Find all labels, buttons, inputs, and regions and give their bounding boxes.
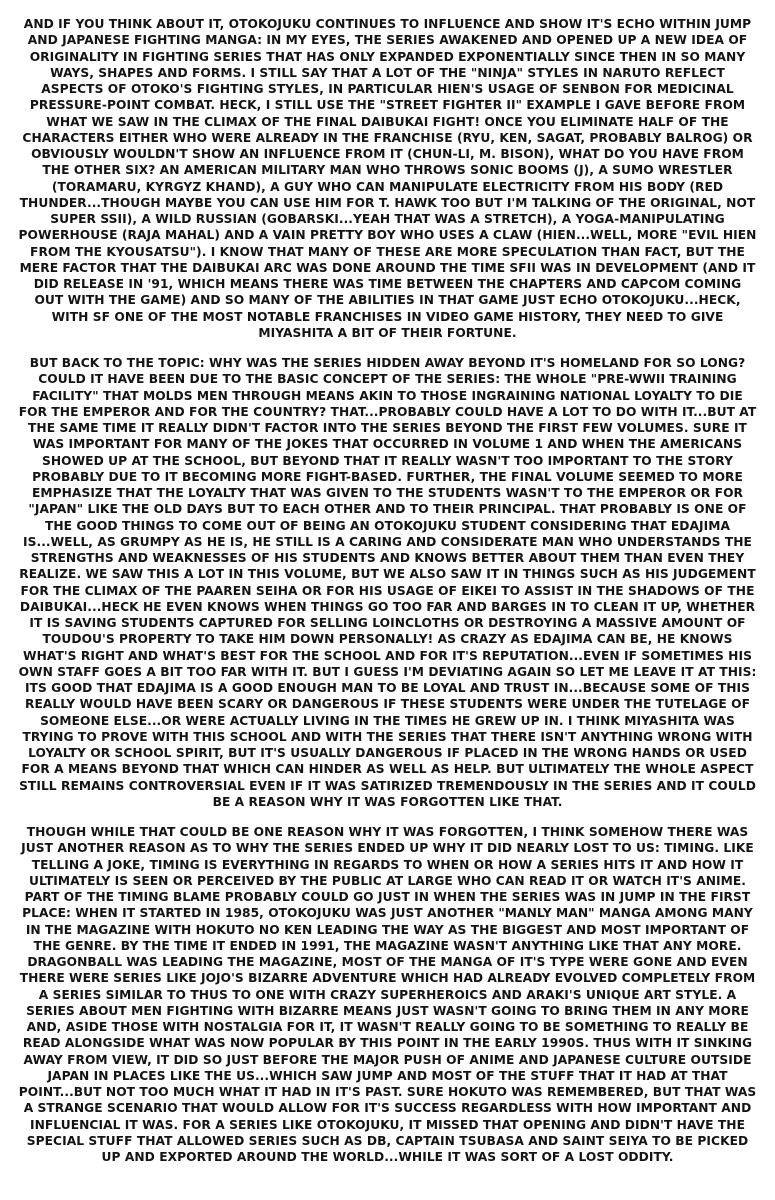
paragraph-otokojuku-influence: AND IF YOU THINK ABOUT IT, OTOKOJUKU CONTINUES TO INFLUENCE AND SHOW IT'S ECHO WITHIN JUMP AND JAPANESE FIGHTING MANGA: IN MY EYES, THE SERIES AWAKENED AND OPENED UP A NEW IDEA OF ORIGINALITY IN FIGHTING SERIES THAT HAS ONLY EXPANDED EXPONENTIALLY SINCE THEN IN SO MANY WAYS, SHAPES AND FORMS. I STILL SAY THAT A LOT OF THE "NINJA" STYLES IN NARUTO REFLECT ASPECTS OF OTOKO'S FIGHTING STYLES, IN PARTICULAR HIEN'S USAGE OF SENBON FOR MEDICINAL PRESSURE-POINT COMBAT. HECK, I STILL USE THE "STREET FIGHTER II" EXAMPLE I GAVE BEFORE FROM WHAT WE SAW IN THE CLIMAX OF THE FINAL DAIBUKAI FIGHT! ONCE YOU ELIMINATE HALF OF THE CHARACTERS EITHER WHO WERE ALREADY IN THE FRANCHISE (RYU, KEN, SAGAT, PROBABLY BALROG) OR OBVIOUSLY WOULDN'T SHOW AN INFLUENCE FROM IT (CHUN-LI, M. BISON), WHAT DO YOU HAVE FROM THE OTHER SIX? AN AMERICAN MILITARY MAN WHO THROWS SONIC BOOMS (J), A SUMO WRESTLER (TORAMARU, KYRGYZ KHAND), A GUY WHO CAN MANIPULATE ELECTRICITY FROM HIS BODY (RED THUNDER...THOUGH MAYBE YOU CAN USE HIM FOR T. HAWK TOO BUT I'M TALKING OF THE ORIGINAL, NOT SUPER SSII), A WILD RUSSIAN (GOBARSKI...YEAH THAT WAS A STRETCH), A YOGA-MANIPULATING POWERHOUSE (RAJA MAHAL) AND A VAIN PRETTY BOY WHO USES A CLAW (HIEN...WELL, MORE "EVIL HIEN FROM THE KYOUSATSU"). I KNOW THAT MANY OF THESE ARE MORE SPECULATION THAN FACT, BUT THE MERE FACTOR THAT THE DAIBUKAI ARC WAS DONE AROUND THE TIME SFII WAS IN DEVELOPMENT (AND IT DID RELEASE IN '91, WHICH MEANS THERE WAS TIME BETWEEN THE CHAPTERS AND CAPCOM COMING OUT WITH THE GAME) AND SO MANY OF THE ABILITIES IN THAT GAME JUST ECHO OTOKOJUKU...HECK, WITH SF ONE OF THE MOST NOTABLE FRANCHISES IN VIDEO GAME HISTORY, THEY NEED TO GIVE MIYASHITA A BIT OF THEIR FORTUNE.: [18, 17, 757, 340]
paragraph-hidden-homeland: BUT BACK TO THE TOPIC: WHY WAS THE SERIES HIDDEN AWAY BEYOND IT'S HOMELAND FOR SO LONG? COULD IT HAVE BEEN DUE TO THE BASIC CONCEPT OF THE SERIES: THE WHOLE "PRE-WWII TRAINING FACILITY" THAT MOLDS MEN THROUGH MEANS AKIN TO THOSE INGRAINING NATIONAL LOYALTY TO DIE FOR THE EMPEROR AND FOR THE COUNTRY? THAT...PROBABLY COULD HAVE A LOT TO DO WITH IT...BUT AT THE SAME TIME IT REALLY DIDN'T FACTOR INTO THE SERIES BEYOND THE FIRST FEW VOLUMES. SURE IT WAS IMPORTANT FOR MANY OF THE JOKES THAT OCCURRED IN VOLUME 1 AND WHEN THE AMERICANS SHOWED UP AT THE SCHOOL, BUT BEYOND THAT IT REALLY WASN'T TOO IMPORTANT TO THE STORY PROBABLY DUE TO IT BECOMING MORE FIGHT-BASED. FURTHER, THE FINAL VOLUME SEEMED TO MORE EMPHASIZE THAT THE LOYALTY THAT WAS GIVEN TO THE STUDENTS WASN'T TO THE EMPEROR OR FOR "JAPAN" LIKE THE OLD DAYS BUT TO EACH OTHER AND TO THEIR PRINCIPAL. THAT PROBABLY IS ONE OF THE GOOD THINGS TO COME OUT OF BEING AN OTOKOJUKU STUDENT CONSIDERING THAT EDAJIMA IS...WELL, AS GRUMPY AS HE IS, HE STILL IS A CARING AND CONSIDERATE MAN WHO UNDERSTANDS THE STRENGTHS AND WEAKNESSES OF HIS STUDENTS AND KNOWS BETTER ABOUT THEM THAN EVEN THEY REALIZE. WE SAW THIS A LOT IN THIS VOLUME, BUT WE ALSO SAW IT IN THINGS SUCH AS HIS JUDGEMENT FOR THE CLIMAX OF THE PAAREN SEIHA OR FOR HIS USAGE OF EIKEI TO ASSIST IN THE SHADOWS OF THE DAIBUKAI...HECK HE EVEN KNOWS WHEN THINGS GO TOO FAR AND BARGES IN TO CLEAN IT UP, WHETHER IT IS SAVING STUDENTS CAPTURED FOR SELLING LOINCLOTHS OR DESTROYING A MASSIVE AMOUNT OF TOUDOU'S PROPERTY TO TAKE HIM DOWN PERSONALLY! AS CRAZY AS EDAJIMA CAN BE, HE KNOWS WHAT'S RIGHT AND WHAT'S BEST FOR THE SCHOOL AND FOR IT'S REPUTATION...EVEN IF SOMETIMES HIS OWN STAFF GOES A BIT TOO FAR WITH IT. BUT I GUESS I'M DEVIATING AGAIN SO LET ME LEAVE IT AT THIS: ITS GOOD THAT EDAJIMA IS A GOOD ENOUGH MAN TO BE LOYAL AND TRUST IN...BECAUSE SOME OF THIS REALLY WOULD HAVE BEEN SCARY OR DANGEROUS IF THESE STUDENTS WERE UNDER THE TUTELAGE OF SOMEONE ELSE...OR WERE ACTUALLY LIVING IN THE TIMES HE GREW UP IN. I THINK MIYASHITA WAS TRYING TO PROVE WITH THIS SCHOOL AND WITH THE SERIES THAT THERE ISN'T ANYTHING WRONG WITH LOYALTY OR SCHOOL SPIRIT, BUT IT'S USUALLY DANGEROUS IF PLACED IN THE WRONG HANDS OR USED FOR A MEANS BEYOND THAT WHICH CAN HINDER AS WELL AS HELP. BUT ULTIMATELY THE WHOLE ASPECT STILL REMAINS CONTROVERSIAL EVEN IF IT WAS SATIRIZED TREMENDOUSLY IN THE SERIES AND IT COULD BE A REASON WHY IT WAS FORGOTTEN LIKE THAT.: [18, 356, 757, 809]
paragraph-timing: THOUGH WHILE THAT COULD BE ONE REASON WHY IT WAS FORGOTTEN, I THINK SOMEHOW THERE WAS JUST ANOTHER REASON AS TO WHY THE SERIES ENDED UP WHY IT DID NEARLY LOST TO US: TIMING. LIKE TELLING A JOKE, TIMING IS EVERYTHING IN REGARDS TO WHEN OR HOW A SERIES HITS IT AND HOW IT ULTIMATELY IS SEEN OR PERCEIVED BY THE PUBLIC AT LARGE WHO CAN READ IT OR WATCH IT'S ANIME. PART OF THE TIMING BLAME PROBABLY COULD GO JUST IN WHEN THE SERIES WAS IN JUMP IN THE FIRST PLACE: WHEN IT STARTED IN 1985, OTOKOJUKU WAS JUST ANOTHER "MANLY MAN" MANGA AMONG MANY IN THE MAGAZINE WITH HOKUTO NO KEN LEADING THE WAY AS THE BIGGEST AND MOST IMPORTANT OF THE GENRE. BY THE TIME IT ENDED IN 1991, THE MAGAZINE WASN'T ANYTHING LIKE THAT ANY MORE. DRAGONBALL WAS LEADING THE MAGAZINE, MOST OF THE MANGA OF IT'S TYPE WERE GONE AND EVEN THERE WERE SERIES LIKE JOJO'S BIZARRE ADVENTURE WHICH HAD ALREADY EVOLVED COMPLETELY FROM A SERIES SIMILAR TO THUS TO ONE WITH CRAZY SUPERHEROICS AND ARAKI'S UNIQUE ART STYLE. A SERIES ABOUT MEN FIGHTING WITH BIZARRE MEANS JUST WASN'T GOING TO BRING THEM IN ANY MORE AND, ASIDE THOSE WITH NOSTALGIA FOR IT, IT WASN'T REALLY GOING TO BE SOMETHING TO REALLY BE READ ALONGSIDE WHAT WAS NOW POPULAR BY THIS POINT IN THE EARLY 1990S. THUS WITH IT SINKING AWAY FROM VIEW, IT DID SO JUST BEFORE THE MAJOR PUSH OF ANIME AND JAPANESE CULTURE OUTSIDE JAPAN IN PLACES LIKE THE US...WHICH SAW JUMP AND MOST OF THE STUFF THAT IT HAD AT THAT POINT...BUT NOT TOO MUCH WHAT IT HAD IN IT'S PAST. SURE HOKUTO WAS REMEMBERED, BUT THAT WAS A STRANGE SCENARIO THAT WOULD ALLOW FOR IT'S SUCCESS REGARDLESS WITH HOW IMPORTANT AND INFLUENCIAL IT WAS. FOR A SERIES LIKE OTOKOJUKU, IT MISSED THAT OPENING AND DIDN'T HAVE THE SPECIAL STUFF THAT ALLOWED SERIES SUCH AS DB, CAPTAIN TSUBASA AND SAINT SEIYA TO BE PICKED UP AND EXPORTED AROUND THE WORLD...WHILE IT WAS SORT OF A LOST ODDITY.: [18, 825, 757, 1164]
